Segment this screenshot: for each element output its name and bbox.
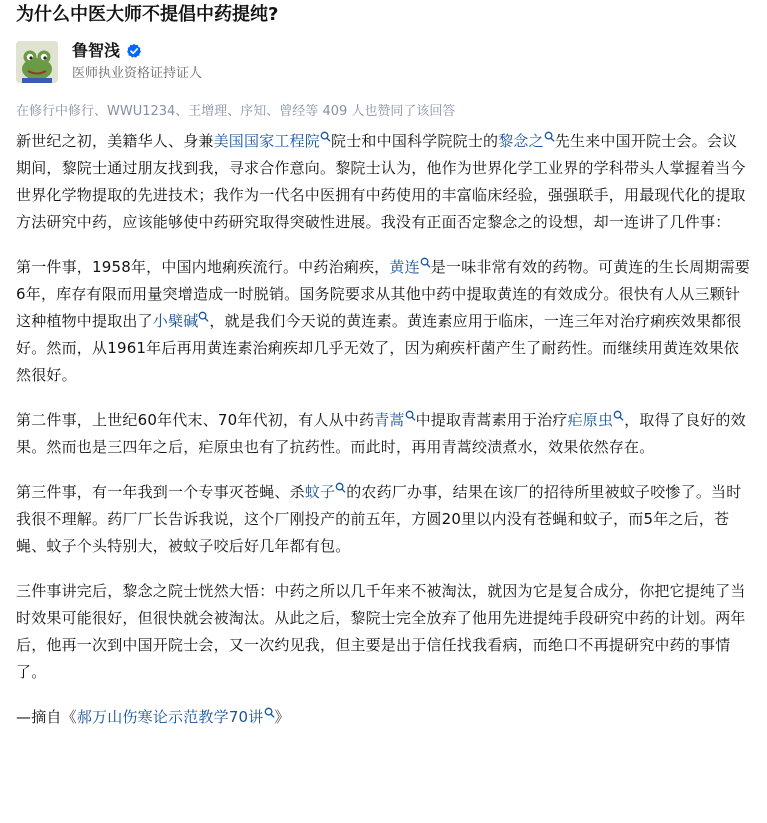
frog-avatar-icon (16, 41, 58, 83)
keyword-text: 黄连 (389, 258, 420, 276)
keyword-text: 小檗碱 (152, 312, 199, 330)
text: 第二件事，上世纪60年代末、70年代初，有人从中药 (16, 411, 375, 429)
keyword-link-qinghao[interactable] (374, 411, 415, 429)
search-icon (264, 707, 275, 719)
keyword-link-plasmodium[interactable] (568, 411, 625, 429)
keyword-link-nae[interactable] (214, 132, 331, 150)
search-icon (198, 311, 209, 323)
author-info (72, 40, 202, 84)
text: —摘自《 (16, 708, 77, 726)
paragraph-2 (16, 254, 751, 389)
text: 新世纪之初，美籍华人、身兼 (16, 132, 214, 150)
paragraph-1 (16, 128, 751, 236)
text: 三件事讲完后，黎念之院士恍然大悟：中药之所以几千年来不被淘汰，就因为它是复合成分，你把它提纯了当时效果可能很好，但很快就会被淘汰。从此之后，黎院士完全放弃了他用先进提纯手段研究中药的计划。两年后，他再一次到中国开院士会，又一次约见我，但主要是出于信任找我看病，而绝口不再提研究中药的事情了。 (16, 582, 746, 681)
text: 中提取青蒿素用于治疗 (415, 411, 568, 429)
keyword-link-mosquito[interactable] (305, 483, 346, 501)
author-name[interactable]: 鲁智浅 (72, 41, 121, 60)
paragraph-3 (16, 407, 751, 461)
voters-info[interactable]: 在修行中修行、WWU1234、王增理、序知、曾经等 409 人也赞同了该回答 (16, 104, 456, 119)
keyword-text: 黎念之 (498, 132, 544, 150)
keyword-text: 青蒿 (374, 411, 405, 429)
answer-content (16, 128, 751, 731)
author-card (16, 38, 751, 86)
text: 第三件事，有一年我到一个专事灭苍蝇、杀 (16, 483, 305, 501)
text: 第一件事，1958年，中国内地痢疾流行。中药治痢疾， (16, 258, 390, 276)
text: 是一味非常有效的药物。可黄连的生长周期需要6年，库存有限而用量突增造成一时脱销。国务院要求从其他中药中提取黄连的有效成分。很快有人从三颗针这种植物中提取出了 (16, 258, 750, 330)
search-icon (335, 482, 346, 494)
text: ，就是我们今天说的黄连素。黄连素应用于临床，一连三年对治疗痢疾效果都很好。然而，从1961年后再用黄连素治痢疾却几乎无效了，因为痢疾杆菌产生了耐药性。而继续用黄连效果依然很好。 (16, 312, 742, 384)
author-description: 医师执业资格证持证人 (72, 66, 203, 81)
text: 》 (274, 708, 290, 726)
keyword-text: 蚊子 (304, 483, 336, 501)
paragraph-5 (16, 578, 751, 686)
text: 的农药厂办事，结果在该厂的招待所里被蚊子咬惨了。当时我很不理解。药厂厂长告诉我说，这个厂刚投产的前五年，方圆20里以内没有苍蝇和蚊子，而5年之后，苍蝇、蚊子个头特别大，被蚊子咬后好几年都有包。 (16, 483, 742, 555)
keyword-text: 疟原虫 (567, 411, 614, 429)
text: 院士和中国科学院院士的 (331, 132, 499, 150)
keyword-link-book[interactable] (77, 708, 275, 726)
search-icon (405, 410, 416, 422)
search-icon (320, 131, 331, 143)
paragraph-6 (16, 704, 751, 731)
keyword-link-berberine[interactable] (153, 312, 210, 330)
search-icon (420, 257, 431, 269)
text: ，取得了良好的效果。然而也是三四年之后，疟原虫也有了抗药性。而此时，再用青蒿绞渍煮水，效果依然存在。 (16, 411, 746, 456)
verified-badge-icon (126, 43, 142, 59)
question-title[interactable]: 为什么中医大师不提倡中药提纯? (16, 4, 279, 25)
search-icon (544, 131, 555, 143)
keyword-link-huanglian[interactable] (389, 258, 430, 276)
keyword-link-li-nianzhi[interactable] (498, 132, 555, 150)
keyword-text: 郝万山伤寒论示范教学70讲 (76, 708, 264, 726)
search-icon (613, 410, 624, 422)
author-name-row (72, 40, 202, 62)
avatar[interactable] (16, 41, 58, 83)
text: 先生来中国开院士会。会议期间，黎院士通过朋友找到我，寻求合作意向。黎院士认为，他作为世界化学工业界的学科带头人掌握着当今世界化学物提取的先进技术；我作为一代名中医拥有中药使用的丰富临床经验，强强联手，用最现代化的提取方法研究中药，应该能够使中药研究取得突破性进展。我没有正面否定黎念之的设想，却一连讲了几件事： (16, 132, 746, 231)
keyword-text: 美国国家工程院 (213, 132, 321, 150)
paragraph-4 (16, 479, 751, 560)
